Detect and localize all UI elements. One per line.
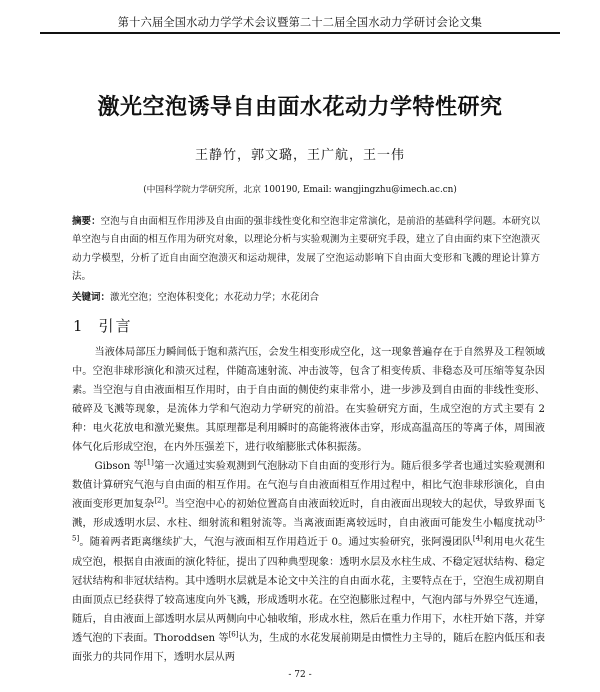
citation-ref: [2] — [154, 496, 165, 505]
body-paragraph — [72, 343, 545, 457]
paragraph-text: Gibson 等 — [94, 461, 144, 473]
abstract — [72, 213, 540, 287]
citation-ref: [3-5] — [72, 516, 545, 544]
page-number: - 72 - — [288, 670, 312, 680]
paper-title: 激光空泡诱导自由面水花动力学特性研究 — [97, 95, 503, 120]
paragraph-text: 。随着两者距离继续扩大，气泡与液面相互作用趋近于 0。通过实验研究，张阿漫团队 — [79, 537, 473, 549]
author-affiliation: (中国科学院力学研究所，北京 100190, Email: wangjingzhu@imech.ac.cn) — [143, 185, 457, 195]
section-number: 1 — [73, 317, 85, 335]
header-rule — [40, 32, 560, 34]
abstract-text: 空泡与自由面相互作用涉及自由面的强非线性变化和空泡非定常演化，是前沿的基础科学问题。本研究以单空泡与自由面的相互作用为研究对象，以理论分析与实验观测为主要研究手段，建立了自由面约束下空泡溃灭动力学模型，分析了近自由面空泡溃灭和运动规律，发展了空泡运动影响下自由面大变形和飞溅的理论计算方法。 — [72, 216, 540, 283]
keywords-label: 关键词： — [72, 292, 111, 303]
citation-ref: [6] — [228, 630, 239, 639]
body-text — [72, 343, 545, 667]
paragraph-text: 第一次通过实验观测到气泡脉动下自由面的变形行为。随后很多学者也通过实验观测和数值计算研究气泡与自由面的相互作用。在气泡与自由液面相互作用过程中，相比气泡非球形演化，自由液面变形更加复杂 — [72, 461, 545, 511]
paragraph-text: 利用电火花生成空泡，根据自由液面的演化特征，提出了四种典型现象：透明水层及水柱生成、不稳定冠状结构、稳定冠状结构和非冠状结构。其中透明水层就是本论文中关注的自由面水花，主要特点在于，空泡生成初期自由面顶点已经获得了较高速度向外飞溅，形成透明水花。在空泡膨胀过程中，气泡内部与外界空气连通，随后，自由液面上部透明水层从两侧向中心轴收缩，形成水柱，然后在重力作用下，水柱开始下落，并穿透气泡的下表面。Thoroddsen 等 — [72, 537, 546, 644]
paragraph-text: 。当空泡中心的初始位置高自由液面较近时，自由液面出现较大的起伏，导致界面飞溅，形成透明水层、水柱、细射流和粗射流等。当离液面距离较远时，自由液面可能发生小幅度扰动 — [72, 499, 545, 530]
body-paragraph — [72, 457, 545, 667]
section-title: 引言 — [98, 317, 133, 335]
section-heading-introduction — [73, 315, 133, 336]
citation-ref: [4] — [472, 535, 483, 544]
paragraph-text: 当液体局部压力瞬间低于饱和蒸汽压，会发生相变形成空化，这一现象普遍存在于自然界及工程领域中。空泡非球形演化和溃灭过程，伴随高速射流、冲击波等，包含了相变传质、非稳态及可压缩等复杂因素。当空泡与自由液面相互作用时，由于自由面的侧使约束非常小，进一步涉及到自由面的非线性变形、破碎及飞溅等现象，是流体力学和气泡动力学研究的前沿。在实验研究方面，生成空泡的方式主要有 2 种：电火花放电和激光聚焦。其原理都是利用瞬时的高能将液体击穿，形成高温高压的等离子体，周围液体气化后形成空泡，在内外压强差下，进行收缩膨胀式体积振荡。 — [72, 347, 545, 454]
keywords — [72, 289, 540, 303]
abstract-label: 摘要： — [72, 216, 101, 227]
author-list: 王静竹，郭文璐，王广航，王一伟 — [194, 148, 405, 163]
citation-ref: [1] — [143, 458, 154, 467]
running-header: 第十六届全国水动力学学术会议暨第二十二届全国水动力学研讨会论文集 — [117, 16, 483, 29]
keywords-text: 激光空泡；空泡体积变化；水花动力学；水花闭合 — [110, 292, 320, 303]
paragraph-text: 认为，生成的水花发展前期是由惯性力主导的，随后在腔内低压和表面张力的共同作用下，透明水层从两 — [72, 632, 546, 663]
